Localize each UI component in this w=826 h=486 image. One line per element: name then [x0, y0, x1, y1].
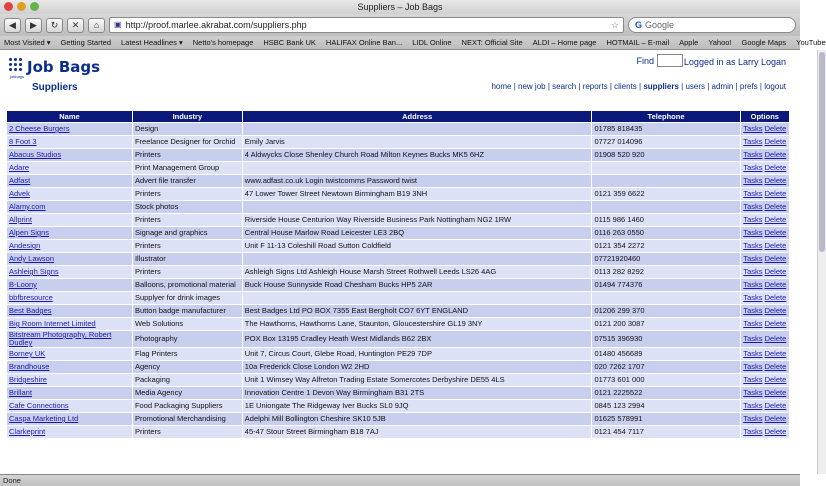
bookmark-item[interactable]: HALIFAX Online Ban... — [325, 38, 403, 47]
nav-link-reports[interactable]: reports — [582, 82, 608, 91]
supplier-name-link[interactable]: Brandhouse — [9, 362, 50, 371]
bookmark-item[interactable]: ALDI – Home page — [532, 38, 597, 47]
cell-options — [741, 361, 789, 373]
main-nav — [491, 82, 786, 91]
cell-name — [7, 305, 132, 317]
cell-industry: Printers — [133, 240, 242, 252]
tasks-link[interactable]: Tasks — [743, 254, 763, 263]
cell-telephone: 01785 818435 — [592, 123, 739, 135]
supplier-name-link[interactable]: Ashleigh Signs — [9, 267, 59, 276]
tasks-link[interactable]: Tasks — [743, 228, 763, 237]
cell-options — [741, 253, 789, 265]
table-row — [7, 240, 789, 252]
cell-options — [741, 374, 789, 386]
delete-link[interactable]: Delete — [764, 306, 787, 315]
table-row — [7, 400, 789, 412]
status-text: Done — [3, 476, 21, 485]
delete-link[interactable]: Delete — [764, 176, 787, 185]
window-title: Suppliers – Job Bags — [357, 2, 443, 12]
cell-name — [7, 123, 132, 135]
cell-address: Unit 1 Wimsey Way Alfreton Trading Estate Somercotes Derbyshire DE55 4LS — [243, 374, 592, 386]
cell-telephone: 01773 601 000 — [592, 374, 739, 386]
cell-industry: Illustrator — [133, 253, 242, 265]
cell-industry: Media Agency — [133, 387, 242, 399]
supplier-name-link[interactable]: B-Loony — [9, 280, 37, 289]
cell-name — [7, 162, 132, 174]
table-header-row — [7, 111, 789, 122]
table-row — [7, 214, 789, 226]
cell-options — [741, 175, 789, 187]
find-input[interactable] — [657, 54, 683, 67]
table-row — [7, 175, 789, 187]
tasks-link[interactable]: Tasks — [743, 293, 763, 302]
cell-options — [741, 400, 789, 412]
tasks-link[interactable]: Tasks — [743, 215, 763, 224]
cell-industry: Advert file transfer — [133, 175, 242, 187]
nav-link-clients[interactable]: clients — [614, 82, 637, 91]
cell-options — [741, 413, 789, 425]
cell-address: Innovation Centre 1 Devon Way Birmingham B31 2TS — [243, 387, 592, 399]
delete-link[interactable]: Delete — [764, 137, 787, 146]
cell-options — [741, 240, 789, 252]
cell-name — [7, 331, 132, 347]
cell-options — [741, 331, 789, 347]
header-industry[interactable]: Industry — [133, 111, 242, 122]
cell-industry: Web Solutions — [133, 318, 242, 330]
cell-address: Riverside House Centurion Way Riverside Business Park Nottingham NG2 1RW — [243, 214, 592, 226]
app-title: Job Bags — [27, 58, 101, 76]
cell-name — [7, 240, 132, 252]
delete-link[interactable]: Delete — [764, 375, 787, 384]
supplier-name-link[interactable]: Borney UK — [9, 349, 46, 358]
cell-telephone: 07515 396930 — [592, 331, 739, 347]
tasks-link[interactable]: Tasks — [743, 414, 763, 423]
cell-address: Emily Jarvis — [243, 136, 592, 148]
nav-link-logout[interactable]: logout — [764, 82, 786, 91]
table-row — [7, 266, 789, 278]
supplier-name-link[interactable]: Advek — [9, 189, 30, 198]
header-address[interactable]: Address — [243, 111, 592, 122]
tasks-link[interactable]: Tasks — [743, 349, 763, 358]
cell-options — [741, 426, 789, 438]
supplier-name-link[interactable]: 8 Foot 3 — [9, 137, 37, 146]
logo-dots-icon — [9, 58, 23, 74]
nav-link-new-job[interactable]: new job — [518, 82, 546, 91]
table-row — [7, 279, 789, 291]
header-name[interactable]: Name — [7, 111, 132, 122]
nav-separator: | — [545, 82, 553, 91]
supplier-name-link[interactable]: Best Badges — [9, 306, 52, 315]
cell-name — [7, 413, 132, 425]
url-text: http://proof.marlee.akrabat.com/suppliers.php — [125, 20, 307, 30]
page-content — [0, 50, 800, 474]
table-row — [7, 292, 789, 304]
cell-industry: Signage and graphics — [133, 227, 242, 239]
cell-telephone: 0845 123 2994 — [592, 400, 739, 412]
cell-industry: Printers — [133, 266, 242, 278]
cell-industry: Food Packaging Suppliers — [133, 400, 242, 412]
nav-link-prefs[interactable]: prefs — [739, 82, 758, 91]
page-title: Suppliers — [32, 82, 78, 93]
cell-options — [741, 266, 789, 278]
tasks-link[interactable]: Tasks — [743, 163, 763, 172]
table-row — [7, 331, 789, 347]
cell-telephone — [592, 162, 739, 174]
cell-name — [7, 374, 132, 386]
cell-options — [741, 348, 789, 360]
cell-industry: Photography — [133, 331, 242, 347]
cell-industry: Packaging — [133, 374, 242, 386]
tasks-link[interactable]: Tasks — [743, 267, 763, 276]
bookmark-item[interactable]: HOTMAIL – E-mail — [606, 38, 670, 47]
supplier-name-link[interactable]: Adare — [9, 163, 30, 172]
cell-address: Buck House Sunnyside Road Chesham Bucks HP5 2AR — [243, 279, 592, 291]
cell-name — [7, 188, 132, 200]
delete-link[interactable]: Delete — [764, 254, 787, 263]
scrollbar-thumb[interactable] — [819, 52, 825, 252]
tasks-link[interactable]: Tasks — [743, 319, 763, 328]
cell-telephone: 01206 299 370 — [592, 305, 739, 317]
cell-telephone: 0116 263 0550 — [592, 227, 739, 239]
cell-address — [243, 201, 592, 213]
cell-address: 4 Aldwycks Close Shenley Church Road Milton Keynes Bucks MK5 6HZ — [243, 149, 592, 161]
cell-name — [7, 214, 132, 226]
table-row — [7, 149, 789, 161]
cell-address — [243, 123, 592, 135]
delete-link[interactable]: Delete — [764, 124, 787, 133]
delete-link[interactable]: Delete — [764, 228, 787, 237]
table-row — [7, 426, 789, 438]
cell-address: Unit 7, Circus Court, Glebe Road, Huntington PE29 7DP — [243, 348, 592, 360]
cell-industry: Printers — [133, 426, 242, 438]
cell-address — [243, 292, 592, 304]
cell-options — [741, 318, 789, 330]
cell-options — [741, 188, 789, 200]
header-options: Options — [741, 111, 789, 122]
cell-address: Ashleigh Signs Ltd Ashleigh House Marsh Street Rothwell Leeds LS26 4AG — [243, 266, 592, 278]
delete-link[interactable]: Delete — [764, 319, 787, 328]
tasks-link[interactable]: Tasks — [743, 362, 763, 371]
cell-options — [741, 227, 789, 239]
cell-options — [741, 279, 789, 291]
bookmark-item[interactable]: Netto's homepage — [192, 38, 254, 47]
delete-link[interactable]: Delete — [764, 241, 787, 250]
table-row — [7, 361, 789, 373]
suppliers-table — [6, 110, 790, 439]
cell-address: 45-47 Stour Street Birmingham B18 7AJ — [243, 426, 592, 438]
bookmark-item[interactable]: Most Visited ▾ — [4, 38, 51, 47]
nav-separator: | — [576, 82, 583, 91]
supplier-name-link[interactable]: Alpen Signs — [9, 228, 50, 237]
cell-name — [7, 318, 132, 330]
cell-options — [741, 214, 789, 226]
cell-industry: Printers — [133, 214, 242, 226]
delete-link[interactable]: Delete — [764, 414, 787, 423]
cell-industry: Printers — [133, 149, 242, 161]
bookmark-item[interactable]: YouTube — [796, 38, 826, 47]
cell-telephone — [592, 201, 739, 213]
cell-telephone: 0115 986 1460 — [592, 214, 739, 226]
tasks-link[interactable]: Tasks — [743, 306, 763, 315]
cell-name — [7, 149, 132, 161]
cell-name — [7, 175, 132, 187]
cell-address: Adelphi Mill Bollington Cheshire SK10 5JB — [243, 413, 592, 425]
bookmark-item[interactable]: NEXT: Official Site — [461, 38, 523, 47]
nav-separator: | — [757, 82, 765, 91]
table-row — [7, 162, 789, 174]
find-label: Find — [636, 55, 654, 66]
cell-industry: Supplyer for drink images — [133, 292, 242, 304]
supplier-name-link[interactable]: Cafe Connections — [9, 401, 69, 410]
cell-name — [7, 136, 132, 148]
bookmark-item[interactable]: Apple — [679, 38, 699, 47]
supplier-name-link[interactable]: Adfast — [9, 176, 31, 185]
cell-industry: Design — [133, 123, 242, 135]
cell-telephone: 01480 456689 — [592, 348, 739, 360]
cell-name — [7, 387, 132, 399]
cell-telephone: 01908 520 920 — [592, 149, 739, 161]
tasks-link[interactable]: Tasks — [743, 137, 763, 146]
cell-name — [7, 279, 132, 291]
cell-address: 47 Lower Tower Street Newtown Birmingham B19 3NH — [243, 188, 592, 200]
supplier-name-link[interactable]: Bridgeshire — [9, 375, 47, 384]
cell-industry: Print Management Group — [133, 162, 242, 174]
supplier-name-link[interactable]: Andy Lawson — [9, 254, 55, 263]
search-placeholder: Google — [645, 20, 675, 30]
cell-address — [243, 162, 592, 174]
cell-industry: Agency — [133, 361, 242, 373]
cell-telephone: 01625 578991 — [592, 413, 739, 425]
bookmark-item[interactable]: HSBC Bank UK — [263, 38, 316, 47]
tasks-link[interactable]: Tasks — [743, 176, 763, 185]
delete-link[interactable]: Delete — [764, 349, 787, 358]
window-titlebar — [0, 0, 800, 14]
cell-address: Central House Marlow Road Leicester LE3 2BQ — [243, 227, 592, 239]
supplier-name-link[interactable]: bbfbresource — [9, 293, 53, 302]
cell-telephone: 07721920460 — [592, 253, 739, 265]
nav-separator: | — [733, 82, 740, 91]
cell-industry: Freelance Designer for Orchid — [133, 136, 242, 148]
nav-separator: | — [678, 82, 686, 91]
cell-address: Unit F 11-13 Coleshill Road Sutton Coldfield — [243, 240, 592, 252]
status-bar — [0, 474, 800, 486]
cell-telephone: 020 7262 1707 — [592, 361, 739, 373]
table-row — [7, 253, 789, 265]
cell-industry: Flag Printers — [133, 348, 242, 360]
delete-link[interactable]: Delete — [764, 427, 787, 436]
nav-separator: | — [511, 82, 519, 91]
url-bar[interactable] — [109, 17, 624, 33]
supplier-name-link[interactable]: Bitstream Photography, Robert Dudley — [9, 330, 112, 347]
cell-industry: Stock photos — [133, 201, 242, 213]
delete-link[interactable]: Delete — [764, 202, 787, 211]
cell-address: 1E Uniongate The Ridgeway Iver Bucks SL0 9JQ — [243, 400, 592, 412]
table-row — [7, 123, 789, 135]
cell-name — [7, 227, 132, 239]
table-row — [7, 305, 789, 317]
cell-telephone — [592, 292, 739, 304]
cell-industry: Balloons, promotional material — [133, 279, 242, 291]
cell-address — [243, 253, 592, 265]
cell-name — [7, 201, 132, 213]
table-row — [7, 318, 789, 330]
cell-name — [7, 348, 132, 360]
cell-name — [7, 426, 132, 438]
home-icon[interactable]: ⌂ — [88, 18, 105, 33]
table-row — [7, 374, 789, 386]
bookmark-item[interactable]: Latest Headlines ▾ — [121, 38, 183, 47]
cell-telephone: 0113 282 8292 — [592, 266, 739, 278]
delete-link[interactable]: Delete — [764, 150, 787, 159]
tasks-link[interactable]: Tasks — [743, 150, 763, 159]
search-input[interactable] — [628, 17, 796, 33]
header-telephone[interactable]: Telephone — [592, 111, 739, 122]
table-row — [7, 188, 789, 200]
delete-link[interactable]: Delete — [764, 388, 787, 397]
nav-separator: | — [705, 82, 712, 91]
cell-options — [741, 149, 789, 161]
cell-telephone: 07727 014096 — [592, 136, 739, 148]
cell-options — [741, 387, 789, 399]
cell-options — [741, 292, 789, 304]
nav-separator: | — [636, 82, 644, 91]
bookmark-star-icon[interactable]: ☆ — [610, 20, 619, 30]
tasks-link[interactable]: Tasks — [743, 427, 763, 436]
cell-name — [7, 253, 132, 265]
nav-separator: | — [607, 82, 615, 91]
tasks-link[interactable]: Tasks — [743, 375, 763, 384]
find-box — [636, 54, 683, 67]
supplier-name-link[interactable]: Clarkeprint — [9, 427, 46, 436]
bookmark-item[interactable]: Google Maps — [741, 38, 787, 47]
reload-icon[interactable]: ↻ — [46, 18, 63, 33]
supplier-name-link[interactable]: Andesign — [9, 241, 41, 250]
nav-link-suppliers[interactable]: suppliers — [643, 82, 679, 91]
delete-link[interactable]: Delete — [764, 362, 787, 371]
nav-link-users[interactable]: users — [685, 82, 706, 91]
table-row — [7, 136, 789, 148]
cell-name — [7, 266, 132, 278]
cell-telephone: 0121 200 3087 — [592, 318, 739, 330]
supplier-name-link[interactable]: Caspa Marketing Ltd — [9, 414, 79, 423]
tasks-link[interactable]: Tasks — [743, 124, 763, 133]
cell-options — [741, 305, 789, 317]
cell-telephone: 0121 2225522 — [592, 387, 739, 399]
supplier-name-link[interactable]: 2 Cheese Burgers — [9, 124, 70, 133]
cell-options — [741, 123, 789, 135]
browser-toolbar — [0, 14, 800, 36]
cell-telephone: 0121 354 2272 — [592, 240, 739, 252]
zoom-window-button[interactable] — [30, 2, 39, 11]
bookmark-item[interactable]: LIDL Online — [412, 38, 452, 47]
nav-link-home[interactable]: home — [491, 82, 512, 91]
delete-link[interactable]: Delete — [764, 163, 787, 172]
bookmarks-bar — [0, 36, 826, 50]
delete-link[interactable]: Delete — [764, 293, 787, 302]
close-window-button[interactable] — [4, 2, 13, 11]
cell-options — [741, 201, 789, 213]
tasks-link[interactable]: Tasks — [743, 280, 763, 289]
nav-link-search[interactable]: search — [552, 82, 577, 91]
delete-link[interactable]: Delete — [764, 334, 787, 343]
window-controls — [4, 2, 39, 11]
tasks-link[interactable]: Tasks — [743, 241, 763, 250]
bookmark-item[interactable]: Yahoo! — [708, 38, 732, 47]
cell-options — [741, 162, 789, 174]
cell-address: POX Box 13195 Cradley Heath West Midlands B62 2BX — [243, 331, 592, 347]
bookmark-item[interactable]: Getting Started — [60, 38, 112, 47]
tasks-link[interactable]: Tasks — [743, 202, 763, 211]
cell-name — [7, 361, 132, 373]
table-row — [7, 201, 789, 213]
table-row — [7, 227, 789, 239]
cell-name — [7, 400, 132, 412]
delete-link[interactable]: Delete — [764, 401, 787, 410]
tasks-link[interactable]: Tasks — [743, 189, 763, 198]
cell-industry: Printers — [133, 188, 242, 200]
supplier-name-link[interactable]: Alamy.com — [9, 202, 46, 211]
delete-link[interactable]: Delete — [764, 215, 787, 224]
logo-caption: jobbags — [10, 74, 25, 79]
cell-address: 10a Frederick Close London W2 2HD — [243, 361, 592, 373]
delete-link[interactable]: Delete — [764, 280, 787, 289]
cell-industry: Promotional Merchandising — [133, 413, 242, 425]
cell-name — [7, 292, 132, 304]
table-row — [7, 413, 789, 425]
supplier-name-link[interactable]: Brillant — [9, 388, 32, 397]
cell-telephone: 0121 454 7117 — [592, 426, 739, 438]
cell-telephone — [592, 175, 739, 187]
cell-telephone: 01494 774376 — [592, 279, 739, 291]
table-row — [7, 387, 789, 399]
google-icon: G — [635, 20, 643, 30]
cell-address: The Hawthorns, Hawthorns Lane, Staunton, Gloucestershire GL19 3NY — [243, 318, 592, 330]
cell-industry: Button badge manufacturer — [133, 305, 242, 317]
supplier-name-link[interactable]: Allprint — [9, 215, 32, 224]
tasks-link[interactable]: Tasks — [743, 401, 763, 410]
supplier-name-link[interactable]: Big Room Internet Limited — [9, 319, 96, 328]
tasks-link[interactable]: Tasks — [743, 388, 763, 397]
vertical-scrollbar[interactable] — [817, 50, 826, 474]
cell-options — [741, 136, 789, 148]
supplier-name-link[interactable]: Abacus Studios — [9, 150, 62, 159]
cell-telephone: 0121 359 6622 — [592, 188, 739, 200]
delete-link[interactable]: Delete — [764, 267, 787, 276]
table-row — [7, 348, 789, 360]
forward-icon[interactable]: ▶ — [25, 18, 42, 33]
minimize-window-button[interactable] — [17, 2, 26, 11]
tasks-link[interactable]: Tasks — [743, 334, 763, 343]
delete-link[interactable]: Delete — [764, 189, 787, 198]
cell-address: Best Badges Ltd PO BOX 7355 East Bergholt CO7 6YT ENGLAND — [243, 305, 592, 317]
cell-address: www.adfast.co.uk Login twistcomms Password twist — [243, 175, 592, 187]
stop-icon[interactable]: ✕ — [67, 18, 84, 33]
back-icon[interactable]: ◀ — [4, 18, 21, 33]
logged-in-text: Logged in as Larry Logan — [683, 57, 786, 67]
nav-link-admin[interactable]: admin — [711, 82, 734, 91]
site-favicon-icon: ▣ — [114, 20, 122, 29]
